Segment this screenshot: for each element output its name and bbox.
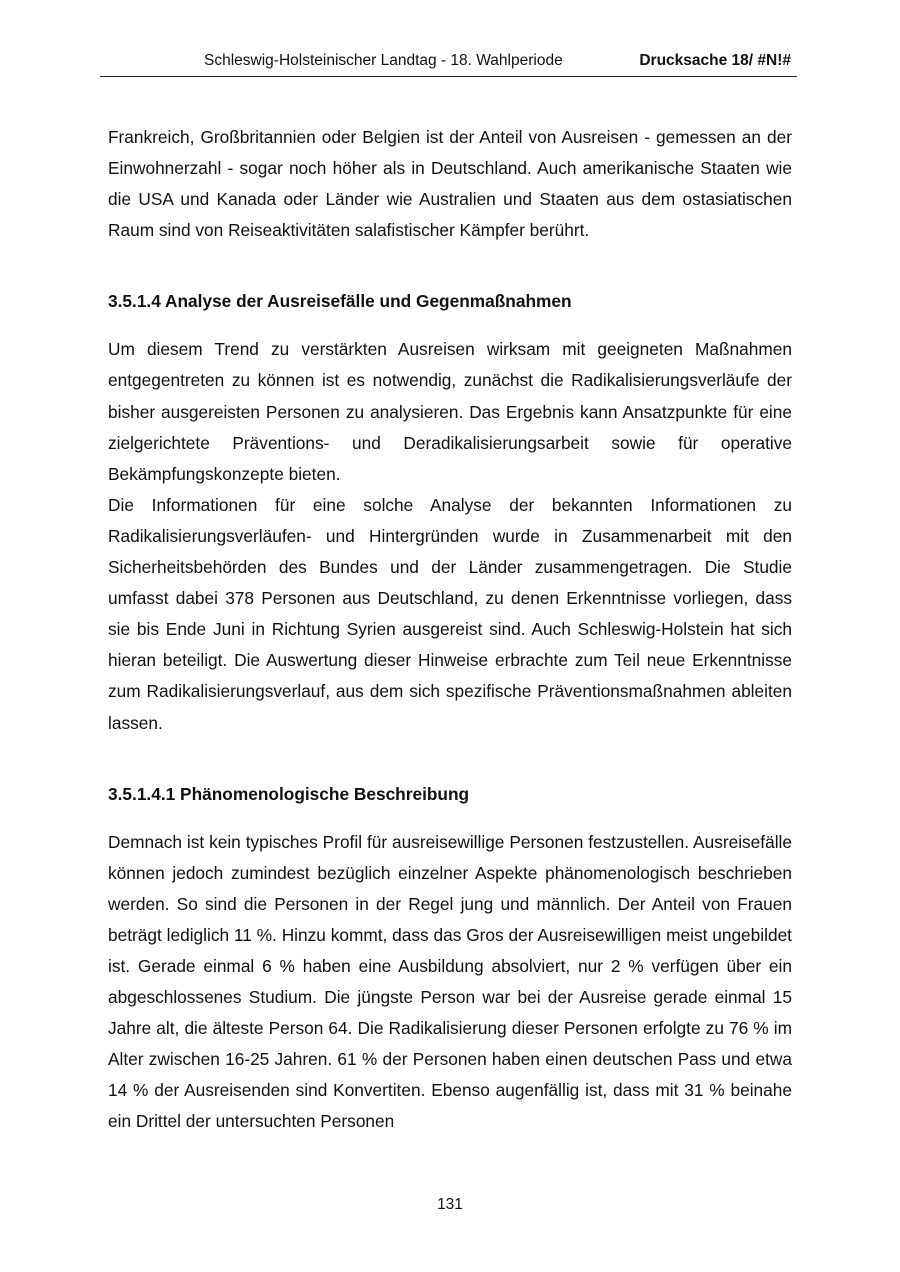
page-number: 131 <box>437 1196 463 1213</box>
page-content <box>108 122 792 1138</box>
header-title: Schleswig-Holsteinischer Landtag - 18. Wahlperiode <box>204 52 563 69</box>
header-document-number: Drucksache 18/ #N!# <box>639 52 791 69</box>
paragraph: Um diesem Trend zu verstärkten Ausreisen wirksam mit geeigneten Maßnahmen entgegentreten zu können ist es notwendig, zunächst die Radikalisierungsverläufe der bisher ausgereisten Personen zu analysieren. Das Ergebnis kann Ansatzpunkte für eine zielgerichtete Präventions- und Deradikalisierungsarbeit sowie für operative Bekämpfungskonzepte bieten. <box>108 339 792 484</box>
page-header <box>100 50 797 77</box>
paragraph: Demnach ist kein typisches Profil für ausreisewillige Personen festzustellen. Ausreisefälle können jedoch zumindest bezüglich einzelner Aspekte phänomenologisch beschrieben werden. So sind die Personen in der Regel jung und männlich. Der Anteil von Frauen beträgt lediglich 11 %. Hinzu kommt, dass das Gros der Ausreisewilligen meist ungebildet ist. Gerade einmal 6 % haben eine Ausbildung absolviert, nur 2 % verfügen über ein abgeschlossenes Studium. Die jüngste Person war bei der Ausreise gerade einmal 15 Jahre alt, die älteste Person 64. Die Radikalisierung dieser Personen erfolgte zu 76 % im Alter zwischen 16-25 Jahren. 61 % der Personen haben einen deutschen Pass und etwa 14 % der Ausreisenden sind Konvertiten. Ebenso augenfällig ist, dass mit 31 % beinahe ein Drittel der untersuchten Personen <box>108 831 792 1132</box>
subsection-heading: 3.5.1.4.1 Phänomenologische Beschreibung <box>108 783 470 804</box>
paragraph: Frankreich, Großbritannien oder Belgien ist der Anteil von Ausreisen - gemessen an der Einwohnerzahl - sogar noch höher als in Deutschland. Auch amerikanische Staaten wie die USA und Kanada oder Länder wie Australien und Staaten aus dem ostasiatischen Raum sind von Reiseaktivitäten salafistischer Kämpfer berührt. <box>108 127 792 241</box>
section-heading: 3.5.1.4 Analyse der Ausreisefälle und Gegenmaßnahmen <box>108 291 572 312</box>
paragraph: Die Informationen für eine solche Analyse der bekannten Informationen zu Radikalisierungsverläufen- und Hintergründen wurde in Zusammenarbeit mit den Sicherheitsbehörden des Bundes und der Länder zusammengetragen. Die Studie umfasst dabei 378 Personen aus Deutschland, zu denen Erkenntnisse vorliegen, dass sie bis Ende Juni in Richtung Syrien ausgereist sind. Auch Schleswig-Holstein hat sich hieran beteiligt. Die Auswertung dieser Hinweise erbrachte zum Teil neue Erkenntnisse zum Radikalisierungsverlauf, aus dem sich spezifische Präventionsmaßnahmen ableiten lassen. <box>108 494 792 733</box>
